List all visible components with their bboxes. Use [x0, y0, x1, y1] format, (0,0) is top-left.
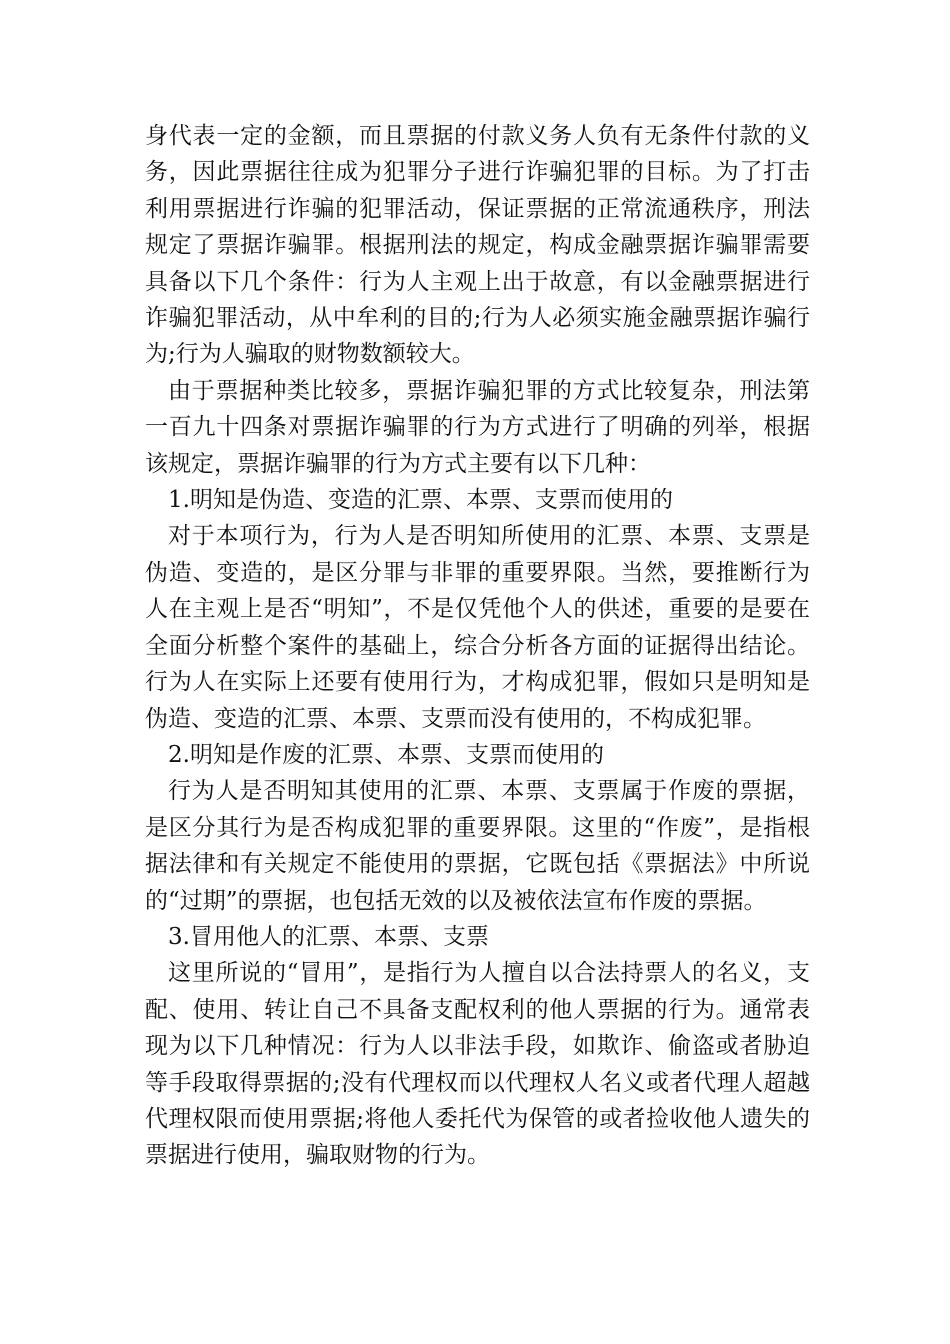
section-heading-3: 3.冒用他人的汇票、本票、支票 — [168, 923, 489, 950]
section-heading-1: 1.明知是伪造、变造的汇票、本票、支票而使用的 — [168, 487, 673, 514]
body-paragraph-5: 这里所说的“冒用”，是指行为人擅自以合法持票人的名义，支配、使用、转让自己不具备支配权利的他人票据的行为。通常表现为以下几种情况：行为人以非法手段，如欺诈、偷盗或者胁迫等手段取得票据的;没有代理权而以代理权人名义或者代理人超越代理权限而使用票据;将他人委托代为保管的或者捡收他人遗失的票据进行使用，骗取财物的行为。 — [145, 960, 810, 1169]
body-paragraph-4: 行为人是否明知其使用的汇票、本票、支票属于作废的票据，是区分其行为是否构成犯罪的重要界限。这里的“作废”，是指根据法律和有关规定不能使用的票据，它既包括《票据法》中所说的“过期”的票据，也包括无效的以及被依法宣布作废的票据。 — [145, 778, 810, 914]
body-paragraph-2: 由于票据种类比较多，票据诈骗犯罪的方式比较复杂，刑法第一百九十四条对票据诈骗罪的行为方式进行了明确的列举，根据该规定，票据诈骗罪的行为方式主要有以下几种： — [145, 377, 810, 477]
section-heading-2: 2.明知是作废的汇票、本票、支票而使用的 — [168, 741, 604, 768]
document-page — [145, 118, 810, 1174]
body-paragraph-3: 对于本项行为，行为人是否明知所使用的汇票、本票、支票是伪造、变造的，是区分罪与非罪的重要界限。当然，要推断行为人在主观上是否“明知”，不是仅凭他个人的供述，重要的是要在全面分析整个案件的基础上，综合分析各方面的证据得出结论。行为人在实际上还要有使用行为，才构成犯罪，假如只是明知是伪造、变造的汇票、本票、支票而没有使用的，不构成犯罪。 — [145, 523, 810, 732]
body-paragraph-1: 身代表一定的金额，而且票据的付款义务人负有无条件付款的义务，因此票据往往成为犯罪分子进行诈骗犯罪的目标。为了打击利用票据进行诈骗的犯罪活动，保证票据的正常流通秩序，刑法规定了票据诈骗罪。根据刑法的规定，构成金融票据诈骗罪需要具备以下几个条件：行为人主观上出于故意，有以金融票据进行诈骗犯罪活动，从中牟利的目的;行为人必须实施金融票据诈骗行为;行为人骗取的财物数额较大。 — [145, 123, 810, 368]
